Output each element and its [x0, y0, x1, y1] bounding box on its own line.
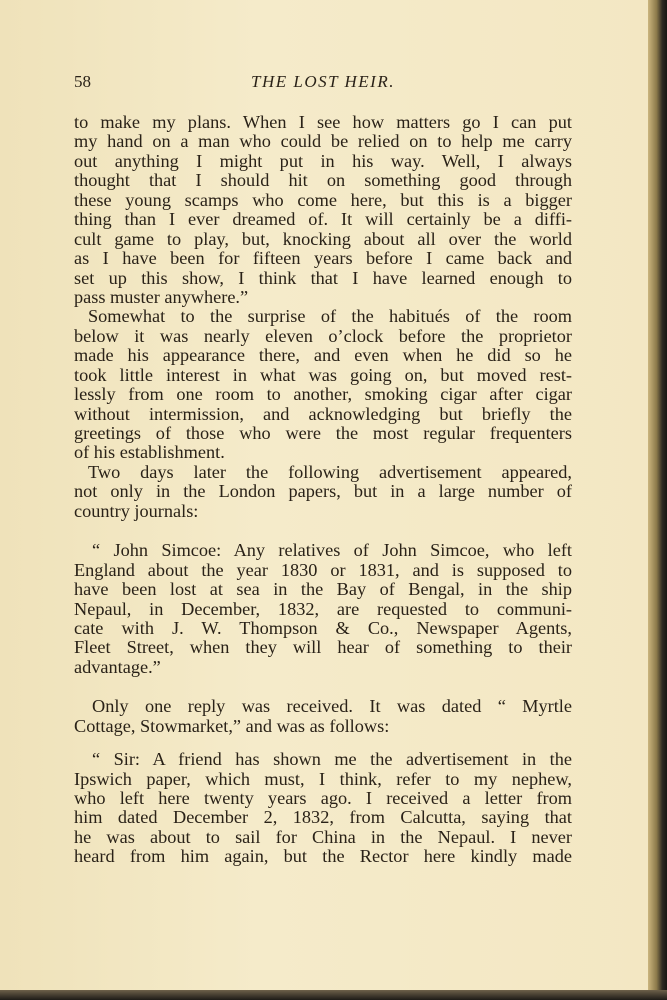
text-line: out anything I might put in his way. Well, I always [74, 150, 572, 171]
text-line: below it was nearly eleven o’clock before the proprietor [74, 325, 572, 346]
text-line: country journals: [74, 500, 199, 521]
text-line: Nepaul, in December, 1832, are requested to communi- [74, 598, 572, 619]
text-line: set up this show, I think that I have learned enough to [74, 267, 572, 288]
text-line: Fleet Street, when they will hear of something to their [74, 637, 572, 658]
text-line: him dated December 2, 1832, from Calcutta, saying that [74, 807, 572, 828]
text-line: he was about to sail for China in the Nepaul. I never [74, 826, 572, 847]
text-line: cult game to play, but, knocking about all over the world [74, 228, 572, 249]
text-line: cate with J. W. Thompson & Co., Newspaper Agents, [74, 617, 572, 638]
text-line: Ipswich paper, which must, I think, refer to my nephew, [74, 768, 572, 789]
page-bottom-edge [0, 990, 667, 1000]
text-line: took little interest in what was going on, but moved rest- [74, 364, 572, 385]
running-title: THE LOST HEIR. [251, 72, 395, 91]
text-line: greetings of those who were the most regular frequenters [74, 423, 572, 443]
text-line: pass muster anywhere.” [74, 286, 249, 307]
text-line: as I have been for fifteen years before I came back and [74, 248, 572, 269]
text-line: have been lost at sea in the Bay of Bengal, in the ship [74, 579, 572, 600]
text-line: heard from him again, but the Rector here kindly made [74, 846, 572, 867]
text-line: not only in the London papers, but in a large number of [74, 481, 572, 502]
text-line: my hand on a man who could be relied on to help me carry [74, 131, 572, 152]
text-line: “ Sir: A friend has shown me the advertisement in the [92, 749, 572, 770]
text-line: of his establishment. [74, 442, 225, 463]
text-line: Two days later the following advertisement appeared, [88, 461, 572, 482]
text-line: thing than I ever dreamed of. It will certainly be a diffi- [74, 209, 572, 230]
text-line: to make my plans. When I see how matters go I can put [74, 112, 572, 132]
text-line: without intermission, and acknowledging but briefly the [74, 403, 572, 424]
text-line: made his appearance there, and even when he did so he [74, 345, 572, 366]
text-line: who left here twenty years ago. I received a letter from [74, 788, 572, 808]
text-line: advantage.” [74, 656, 161, 677]
text-line: Somewhat to the surprise of the habitués of the room [88, 306, 572, 327]
body-text [74, 113, 572, 867]
text-line: Only one reply was received. It was dated “ Myrtle [92, 696, 572, 717]
text-line: Cottage, Stowmarket,” and was as follows: [74, 715, 390, 736]
page-header [74, 72, 572, 94]
page-number: 58 [74, 72, 91, 91]
book-spine [648, 0, 667, 1000]
text-line: England about the year 1830 or 1831, and is supposed to [74, 559, 572, 580]
text-line: these young scamps who come here, but this is a bigger [74, 189, 572, 210]
text-line: lessly from one room to another, smoking cigar after cigar [74, 384, 572, 405]
text-line: “ John Simcoe: Any relatives of John Simcoe, who left [92, 540, 572, 561]
text-line: thought that I should hit on something good through [74, 170, 572, 191]
